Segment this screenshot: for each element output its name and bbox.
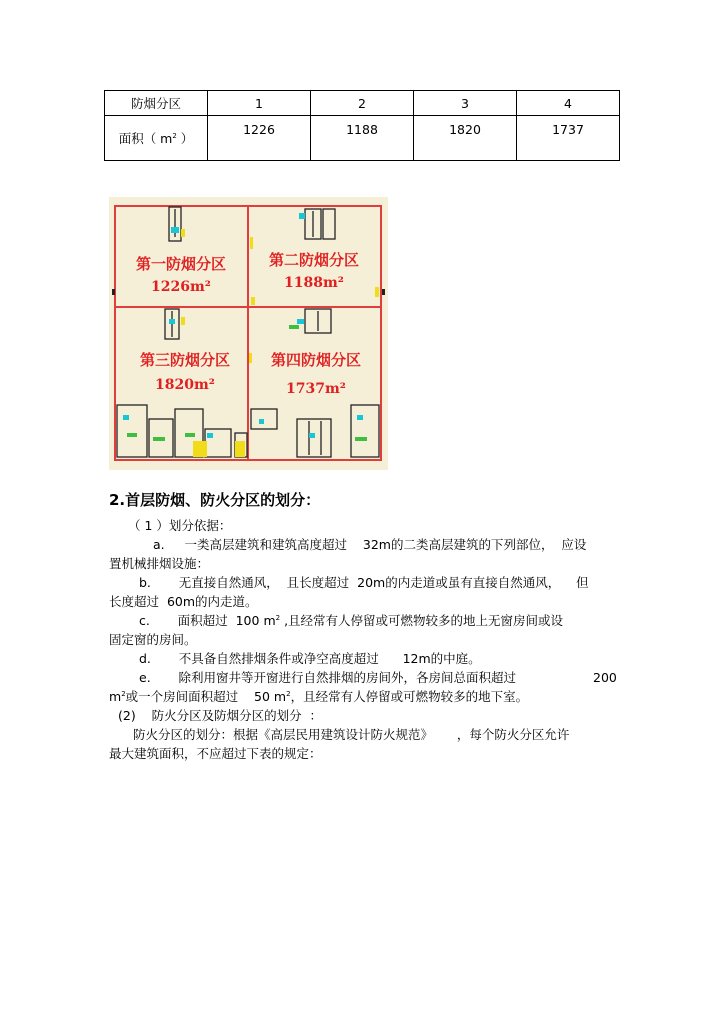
zone-2-name: 第二防烟分区 — [268, 251, 360, 269]
table-cell: 1820 — [414, 116, 517, 161]
table-cell: 2 — [311, 91, 414, 116]
item-c-line-2: 固定窗的房间。 — [109, 632, 197, 647]
subheading-zones: (2) 防火分区及防烟分区的划分 ： — [118, 708, 323, 723]
table-cell: 1226 — [208, 116, 311, 161]
item-e-superscript: 2 — [121, 689, 126, 698]
table-cell: 1737 — [517, 116, 620, 161]
zone-4-area: 1737m² — [286, 381, 346, 397]
floor-plan-drawing — [109, 197, 388, 470]
zone-4-name: 第四防烟分区 — [270, 351, 362, 369]
item-d-line-1: d. 不具备自然排烟条件或净空高度超过 12m的中庭。 — [139, 651, 481, 666]
table-cell: 3 — [414, 91, 517, 116]
item-e-line-2 — [109, 689, 528, 705]
item-b-line-1: b. 无直接自然通风， 且长度超过 20m的内走道或虽有直接自然通风， 但 — [139, 575, 589, 590]
table-row — [105, 91, 620, 116]
fire-zone-line-1: 防火分区的划分：根据《高层民用建筑设计防火规范》 ，每个防火分区允许 — [133, 727, 570, 742]
table-header-cell — [105, 116, 208, 161]
item-c-text-b: ,且经常有人停留或可燃物较多的地上无窗房间或设 — [280, 613, 564, 628]
fire-zone-line-2: 最大建筑面积，不应超过下表的规定： — [109, 746, 322, 761]
zone-1-area: 1226m² — [151, 279, 211, 295]
subheading-basis: （ 1 ）划分依据： — [128, 518, 232, 533]
item-b-line-2: 长度超过 60m的内走道。 — [109, 594, 258, 609]
item-c-superscript: 2 — [275, 613, 281, 622]
zone-3-area: 1820m² — [155, 377, 215, 393]
item-a-line-1: a. 一类高层建筑和建筑高度超过 32m的二类高层建筑的下列部位， 应设 — [153, 537, 587, 552]
table-cell: 1188 — [311, 116, 414, 161]
table-header-cell: 防烟分区 — [105, 91, 208, 116]
section-heading: 2.首层防烟、防火分区的划分： — [109, 491, 321, 509]
item-e-unit: m — [109, 689, 122, 704]
item-a-line-2: 置机械排烟设施： — [109, 556, 210, 571]
item-e-number: 200 — [593, 670, 617, 685]
item-e-text-c: ，且经常有人停留或可燃物较多的地下室。 — [290, 689, 529, 704]
area-label: 面积（ m — [118, 131, 173, 146]
item-e-superscript-2: 2 — [286, 689, 291, 698]
smoke-zone-area-table — [104, 90, 620, 161]
table-row — [105, 116, 620, 161]
smoke-zone-floor-plan — [109, 197, 388, 470]
table-cell: 4 — [517, 91, 620, 116]
zone-3-name: 第三防烟分区 — [139, 351, 231, 369]
item-c-line-1 — [139, 613, 563, 629]
item-c-text-a: c. 面积超过 100 m — [139, 613, 276, 628]
area-unit-superscript: 2 — [172, 131, 177, 140]
table-cell: 1 — [208, 91, 311, 116]
zone-2-area: 1188m² — [284, 275, 344, 291]
zone-1-name: 第一防烟分区 — [135, 255, 227, 273]
item-e-text-b: 或一个房间面积超过 50 m — [125, 689, 287, 704]
area-label-end: ） — [176, 131, 194, 146]
item-e-line-1: e. 除利用窗井等开窗进行自然排烟的房间外，各房间总面积超过 — [139, 670, 516, 685]
